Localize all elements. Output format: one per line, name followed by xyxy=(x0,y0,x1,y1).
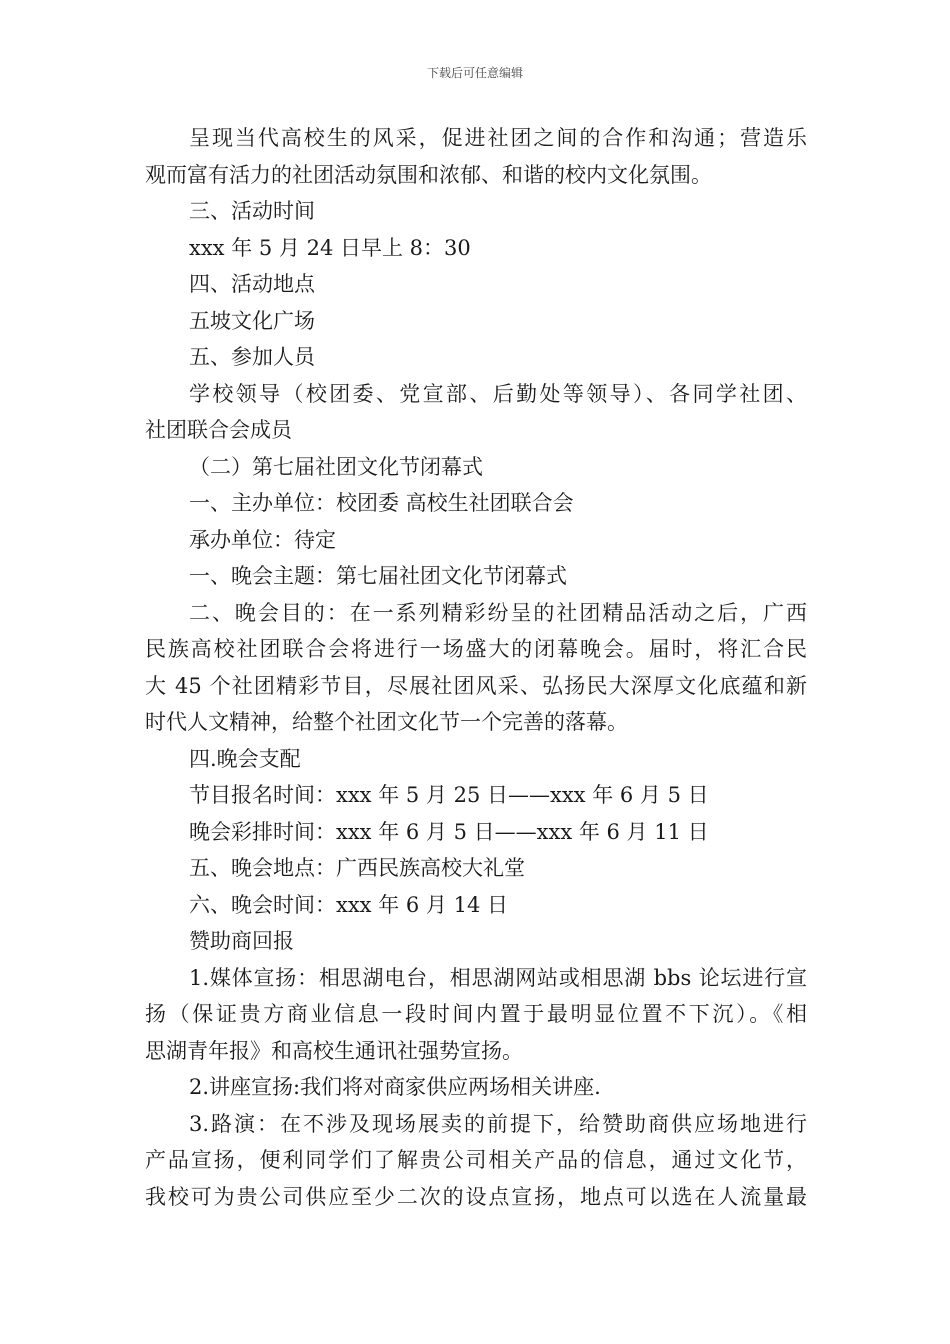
text-line: xxx 年 5 月 24 日早上 8：30 xyxy=(189,235,471,260)
text-line: 社团联合会成员 xyxy=(145,418,292,442)
text-line: 节目报名时间：xxx 年 5 月 25 日——xxx 年 6 月 5 日 xyxy=(189,783,709,807)
text-line: 3.路演：在不涉及现场展卖的前提下，给赞助商供应场地进行 xyxy=(189,1111,807,1136)
text-line: 大 45 个社团精彩节目，尽展社团风采、弘扬民大深厚文化底蕴和新 xyxy=(145,673,807,698)
text-line: 思湖青年报》和高校生通讯社强势宣扬。 xyxy=(145,1038,523,1063)
text-line: 扬（保证贵方商业信息一段时间内置于最明显位置不下沉）。《相 xyxy=(145,1002,807,1026)
text-line: 2.讲座宣扬:我们将对商家供应两场相关讲座. xyxy=(189,1075,601,1099)
text-line: 一、晚会主题：第七届社团文化节闭幕式 xyxy=(189,564,567,588)
text-line: 五坡文化广场 xyxy=(189,308,315,333)
text-line: 产品宣扬，便利同学们了解贵公司相关产品的信息，通过文化节， xyxy=(145,1148,807,1172)
page-header-note: 下载后可任意编辑 xyxy=(426,66,523,80)
text-line: 晚会彩排时间：xxx 年 6 月 5 日——xxx 年 6 月 11 日 xyxy=(189,819,709,844)
text-line: 学校领导（校团委、党宣部、后勤处等领导）、各同学社团、 xyxy=(189,381,807,406)
text-line: 民族高校社团联合会将进行一场盛大的闭幕晚会。届时，将汇合民 xyxy=(145,637,807,661)
section-heading: 三、活动时间 xyxy=(189,199,315,223)
document-body xyxy=(145,120,807,1215)
section-heading: （二）第七届社团文化节闭幕式 xyxy=(189,454,483,479)
text-line: 一、主办单位：校团委 高校生社团联合会 xyxy=(189,491,574,515)
text-line: 观而富有活力的社团活动氛围和浓郁、和谐的校内文化氛围。 xyxy=(145,162,712,187)
section-heading: 四.晚会支配 xyxy=(189,746,301,771)
section-heading: 赞助商回报 xyxy=(189,929,294,953)
text-line: 呈现当代高校生的风采，促进社团之间的合作和沟通；营造乐 xyxy=(189,126,807,150)
text-line: 我校可为贵公司供应至少二次的设点宣扬，地点可以选在人流量最 xyxy=(145,1184,807,1209)
text-line: 承办单位：待定 xyxy=(189,527,336,552)
section-heading: 五、参加人员 xyxy=(189,345,315,369)
text-line: 二、晚会目的：在一系列精彩纷呈的社团精品活动之后，广西 xyxy=(189,600,807,625)
text-line: 1.媒体宣扬：相思湖电台，相思湖网站或相思湖 bbs 论坛进行宣 xyxy=(189,965,807,990)
section-heading: 四、活动地点 xyxy=(189,272,315,296)
text-line: 时代人文精神，给整个社团文化节一个完善的落幕。 xyxy=(145,710,628,734)
text-line: 五、晚会地点：广西民族高校大礼堂 xyxy=(189,856,525,880)
text-line: 六、晚会时间：xxx 年 6 月 14 日 xyxy=(189,892,508,917)
